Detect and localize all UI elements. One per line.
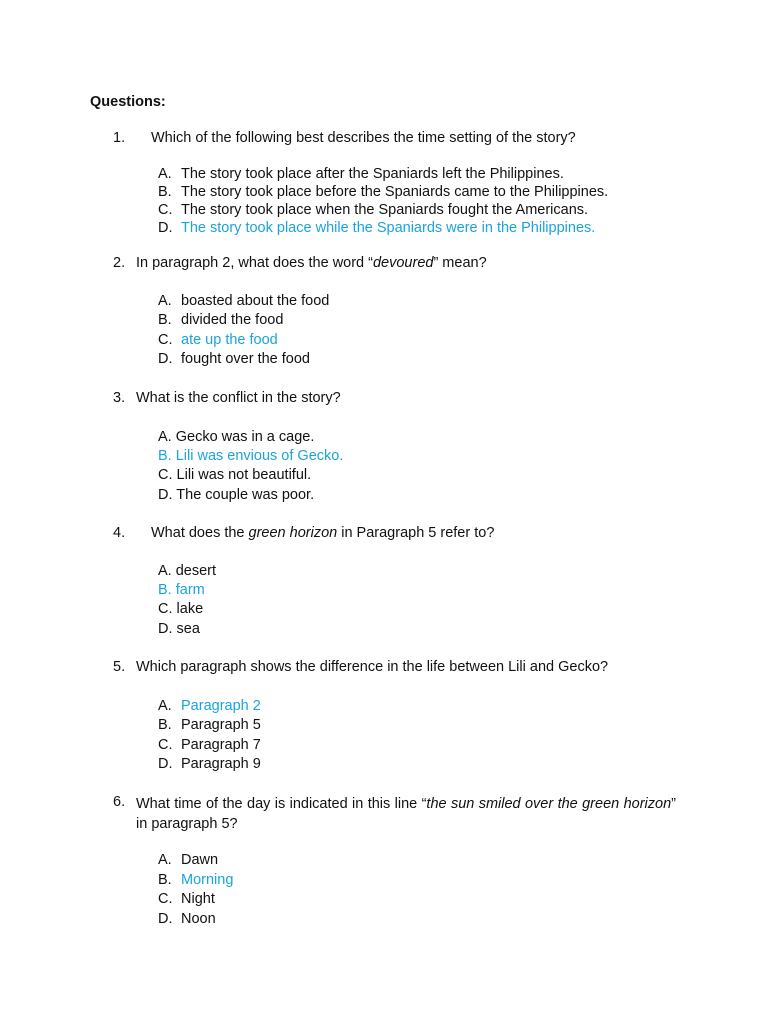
option-d: D. fought over the food [158,351,310,367]
option-d: D. Noon [158,911,216,927]
questions-heading: Questions: [90,94,166,110]
option-d: D. The story took place while the Spaniards were in the Philippines. [158,220,596,236]
option-b: B. divided the food [158,312,284,328]
option-c: C. Night [158,891,215,907]
option-b: B. The story took place before the Spaniards came to the Philippines. [158,184,609,200]
question-number: 6. [113,794,126,810]
option-d: D. Paragraph 9 [158,756,261,772]
option-a: A. Gecko was in a cage. [158,429,315,445]
option-d: D. sea [158,621,200,637]
correct-answer: The story took place while the Spaniards were in the Philippines. [181,220,596,236]
option-a: A. Dawn [158,852,219,868]
question-number: 3. [113,390,126,406]
option-b: B. Morning [158,872,234,888]
option-c: C. lake [158,601,204,617]
option-a: A. The story took place after the Spaniards left the Philippines. [158,166,564,182]
option-c: C. Paragraph 7 [158,737,261,753]
option-c: C. Lili was not beautiful. [158,467,312,483]
question-number: 2. [113,255,126,271]
question-text: Which paragraph shows the difference in the life between Lili and Gecko? [136,659,609,675]
option-a: A. desert [158,563,217,579]
question-text: Which of the following best describes the time setting of the story? [151,130,576,146]
option-a: A. boasted about the food [158,293,330,309]
option-b-correct-answer: B. farm [158,582,205,598]
question-text: What time of the day is indicated in this line “the sun smiled over the green horizon” in paragraph 5? [136,796,676,832]
option-c: C. ate up the food [158,332,278,348]
option-c: C. The story took place when the Spaniards fought the Americans. [158,202,589,218]
question-text: What does the green horizon in Paragraph 5 refer to? [151,525,495,541]
option-b-correct-answer: B. Lili was envious of Gecko. [158,448,344,464]
correct-answer: ate up the food [181,332,278,348]
question-number: 4. [113,525,126,541]
question-number: 5. [113,659,126,675]
option-a: A. Paragraph 2 [158,698,261,714]
option-d: D. The couple was poor. [158,487,315,503]
question-text: In paragraph 2, what does the word “devoured” mean? [136,255,487,271]
correct-answer: Morning [181,872,234,888]
option-b: B. Paragraph 5 [158,717,261,733]
question-text: What is the conflict in the story? [136,390,341,406]
question-number: 1. [113,130,126,146]
correct-answer: Paragraph 2 [181,698,261,714]
